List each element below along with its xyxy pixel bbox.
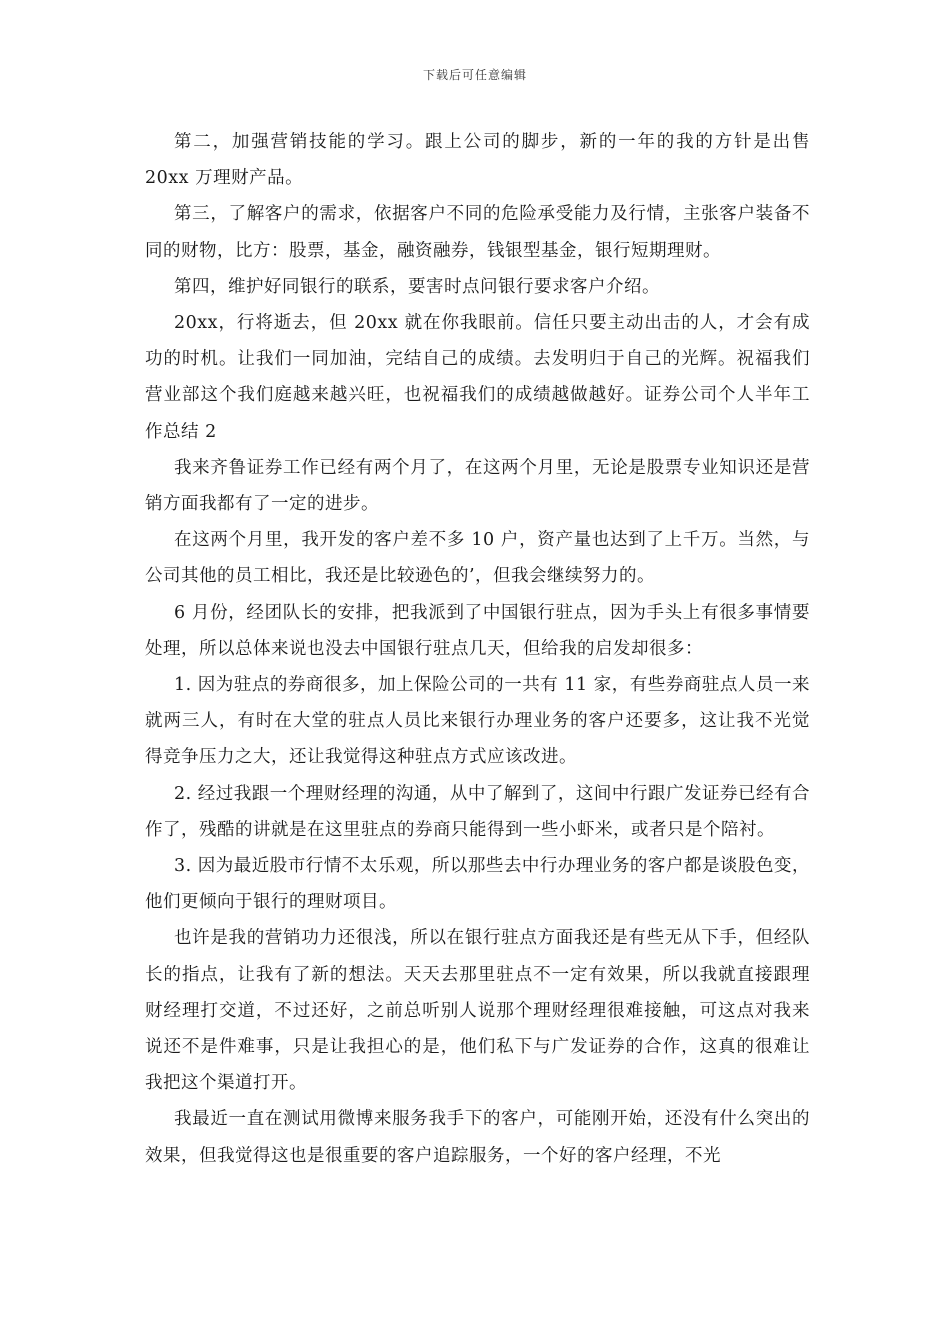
paragraph-6: 在这两个月里，我开发的客户差不多 10 户，资产量也达到了上千万。当然，与公司其他的员工相比，我还是比较逊色的’，但我会继续努力的。	[145, 530, 810, 587]
paragraph-9: 2. 经过我跟一个理财经理的沟通，从中了解到了，这间中行跟广发证券已经有合作了，残酷的讲就是在这里驻点的券商只能得到一些小虾米，或者只是个陪衬。	[145, 783, 810, 840]
paragraph-4: 20xx，行将逝去，但 20xx 就在你我眼前。信任只要主动出击的人，才会有成功的时机。让我们一同加油，完结自己的成绩。去发明归于自己的光辉。祝福我们营业部这个我们庭越来越兴旺，也祝福我们的成绩越做越好。证券公司个人半年工作总结 2	[145, 313, 810, 442]
paragraph-12: 我最近一直在测试用微博来服务我手下的客户，可能刚开始，还没有什么突出的效果，但我觉得这也是很重要的客户追踪服务，一个好的客户经理，不光	[145, 1109, 810, 1166]
paragraph-7: 6 月份，经团队长的安排，把我派到了中国银行驻点，因为手头上有很多事情要处理，所以总体来说也没去中国银行驻点几天，但给我的启发却很多：	[145, 602, 810, 659]
paragraph-10: 3. 因为最近股市行情不太乐观，所以那些去中行办理业务的客户都是谈股色变，他们更倾向于银行的理财项目。	[145, 856, 810, 913]
paragraph-2: 第三，了解客户的需求，依据客户不同的危险承受能力及行情，主张客户装备不同的财物，比方：股票，基金，融资融券，钱银型基金，银行短期理财。	[145, 204, 810, 261]
paragraph-5: 我来齐鲁证券工作已经有两个月了，在这两个月里，无论是股票专业知识还是营销方面我都有了一定的进步。	[145, 457, 810, 515]
document-body	[145, 124, 810, 1174]
page-header: 下载后可任意编辑	[422, 68, 527, 82]
paragraph-3: 第四，维护好同银行的联系，要害时点问银行要求客户介绍。	[174, 276, 660, 297]
paragraph-1: 第二，加强营销技能的学习。跟上公司的脚步，新的一年的我的方针是出售 20xx 万理财产品。	[145, 132, 810, 189]
paragraph-11: 也许是我的营销功力还很浅，所以在银行驻点方面我还是有些无从下手，但经队长的指点，让我有了新的想法。天天去那里驻点不一定有效果，所以我就直接跟理财经理打交道，不过还好，之前总听别人说那个理财经理很难接触，可这点对我来说还不是件难事，只是让我担心的是，他们私下与广发证券的合作，这真的很难让我把这个渠道打开。	[145, 928, 810, 1094]
paragraph-8: 1. 因为驻点的券商很多，加上保险公司的一共有 11 家，有些券商驻点人员一来就两三人，有时在大堂的驻点人员比来银行办理业务的客户还要多，这让我不光觉得竞争压力之大，还让我觉得这种驻点方式应该改进。	[145, 675, 810, 768]
